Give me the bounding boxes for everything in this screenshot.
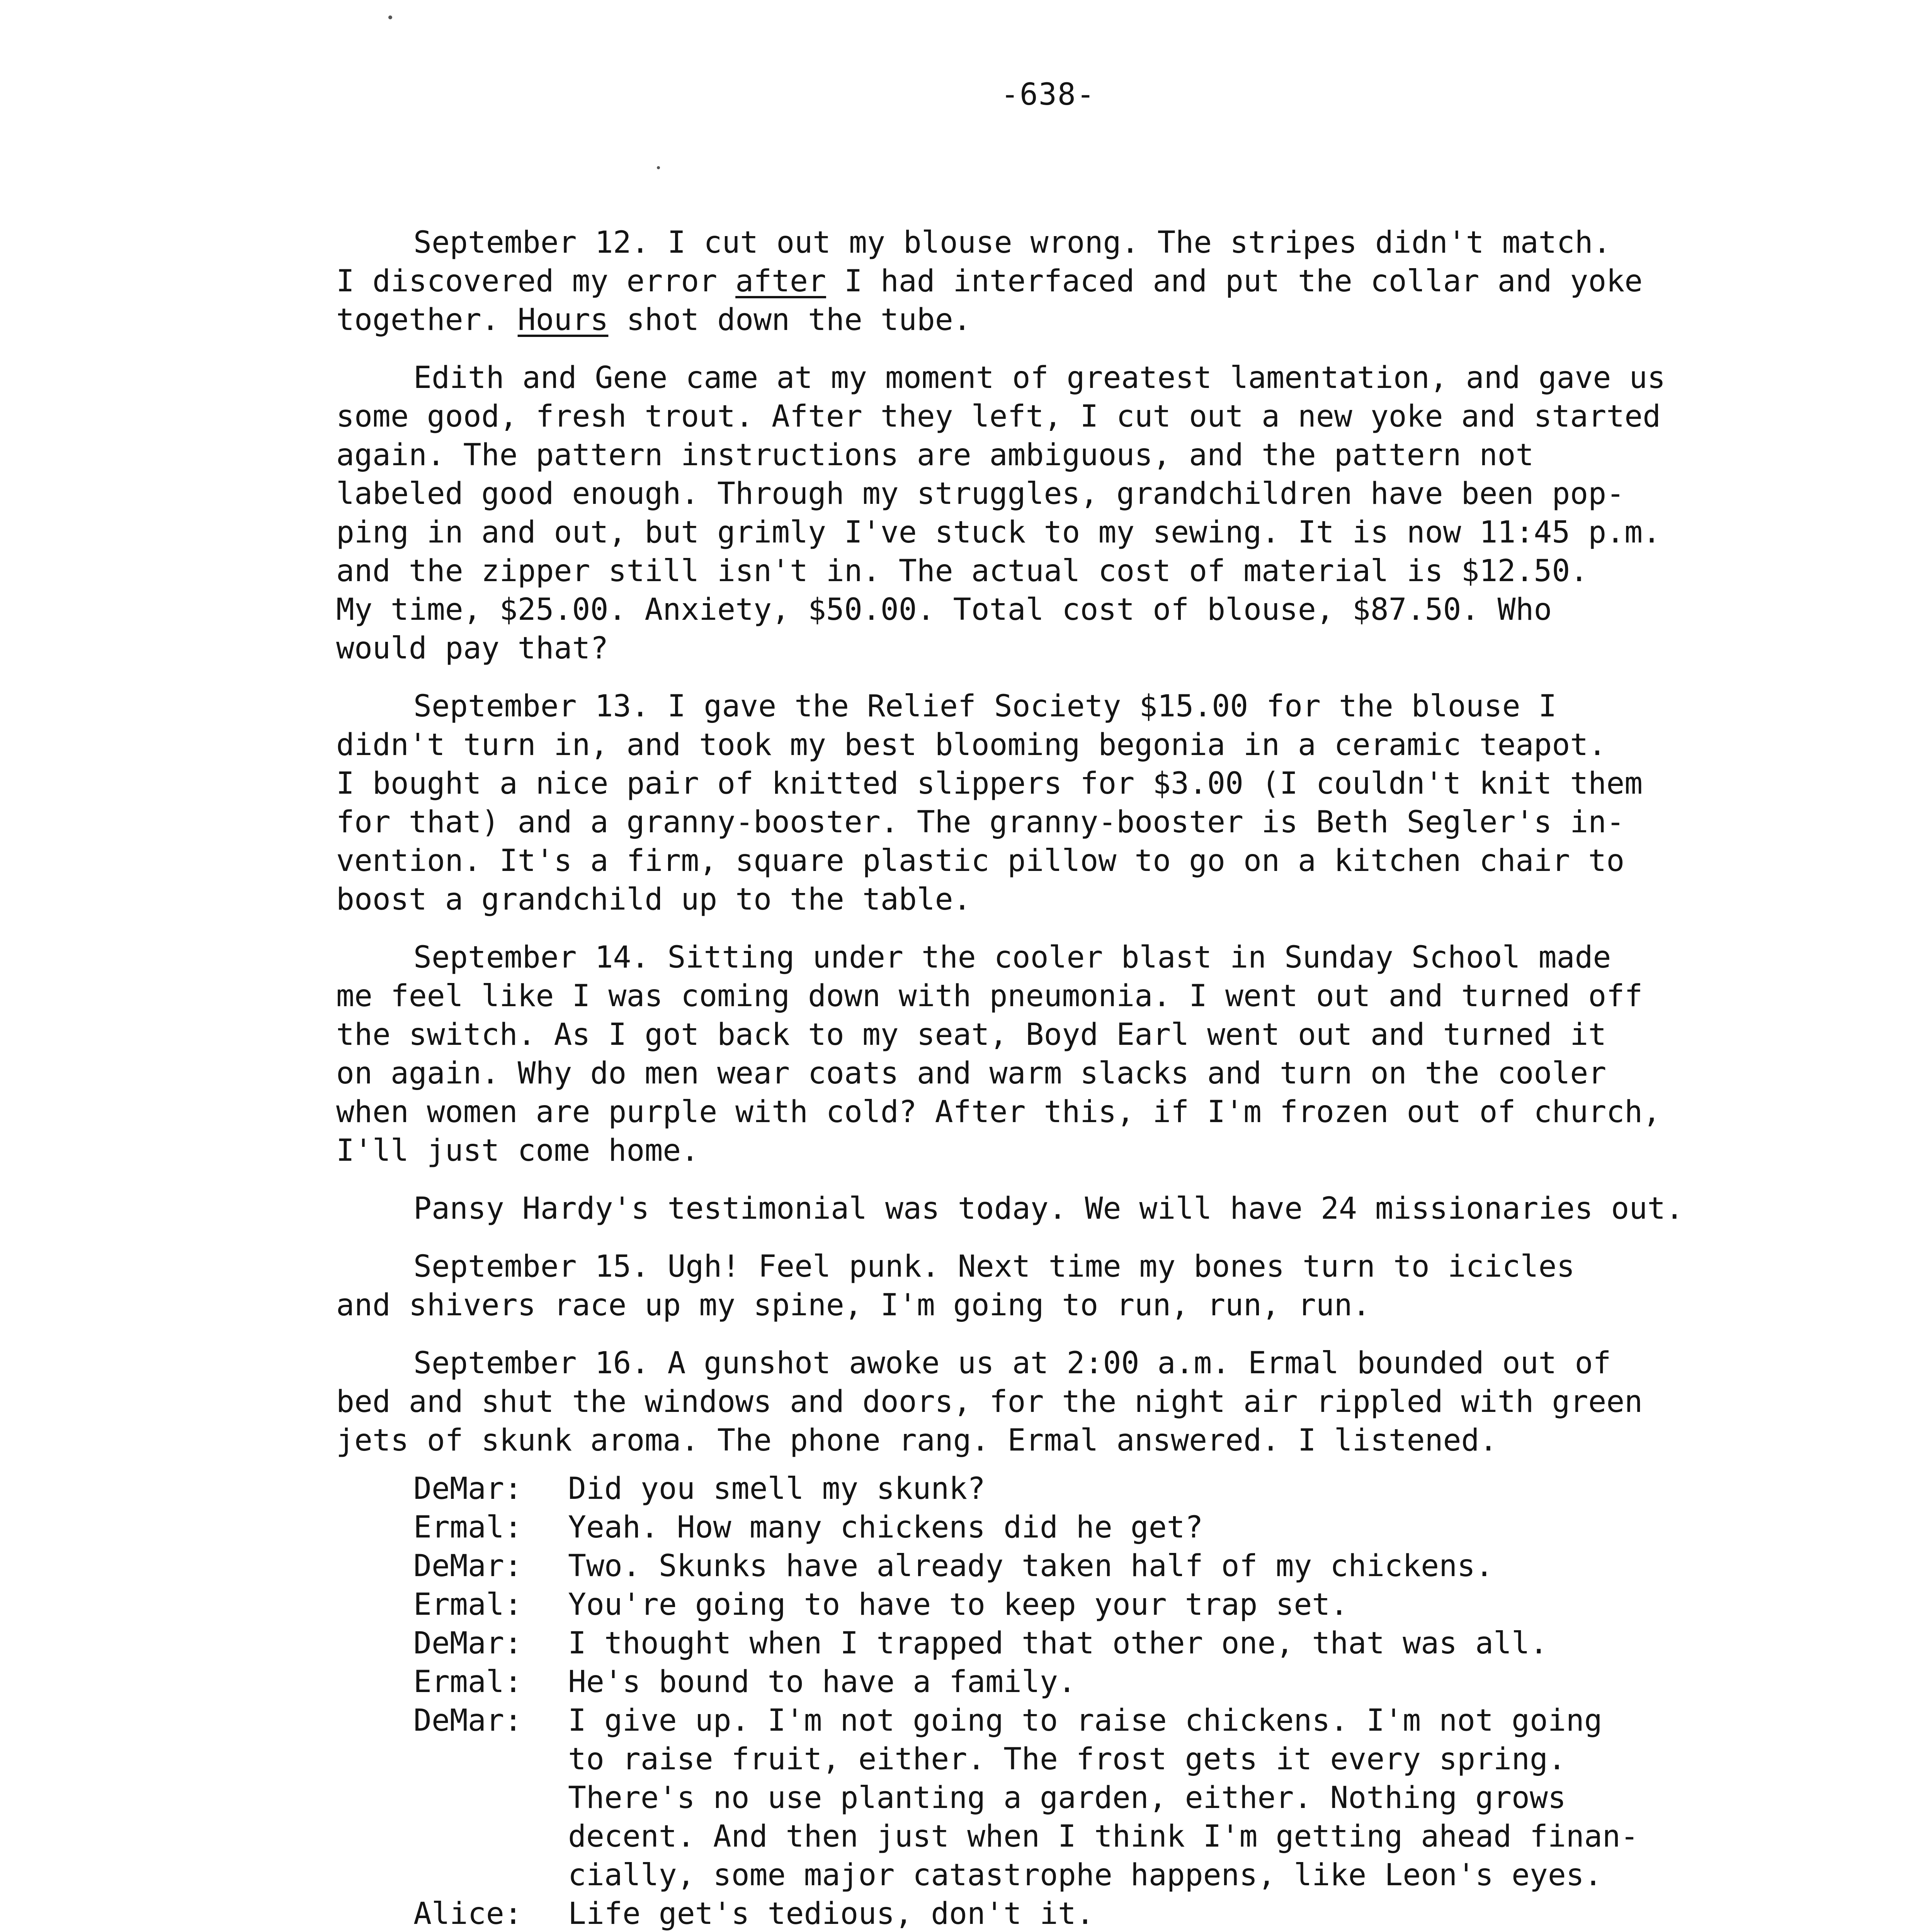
dialogue-line <box>413 1624 1862 1663</box>
underlined-hours: Hours <box>517 303 609 337</box>
dialogue-line <box>413 1701 1862 1895</box>
dialogue-line <box>413 1895 1862 1932</box>
dialogue-speaker: DeMar: <box>413 1471 522 1506</box>
dialogue-text: Two. Skunks have already taken half of my chickens. <box>568 1549 1493 1583</box>
page-number: -638- <box>1001 77 1095 112</box>
dialogue-line <box>413 1585 1862 1624</box>
dialogue-speaker: Alice: <box>413 1896 522 1931</box>
dialogue-text: Yeah. How many chickens did he get? <box>568 1510 1203 1545</box>
dialogue-line <box>413 1547 1862 1585</box>
paragraph-september-14: September 14. Sitting under the cooler blast in Sunday School made me feel like I was coming down with pneumonia. I went out and turned off the switch. As I got back to my seat, Boyd Earl went out and turned it on again. Why do men wear coats and warm slacks and turn on the cooler when women are purple with cold? After this, if I'm frozen out of church, I'll just come home. <box>336 940 1661 1168</box>
paragraph-edith-gene: Edith and Gene came at my moment of greatest lamentation, and gave us some good, fresh trout. After they left, I cut out a new yoke and started again. The pattern instructions are ambiguous, and the pattern not labeled good enough. Through my struggles, grandchildren have been pop- ping in and out, but grimly I've stuck to my sewing. It is now 11:45 p.m. and the zipper still isn't in. The actual cost of material is $12.50. My time, $25.00. Anxiety, $50.00. Total cost of blouse, $87.50. Who would pay that? <box>336 361 1666 666</box>
dialogue-text: He's bound to have a family. <box>568 1665 1076 1699</box>
dialogue-speaker: Ermal: <box>413 1665 522 1699</box>
dialogue-text: I thought when I trapped that other one, that was all. <box>568 1626 1548 1661</box>
dialogue-speaker: DeMar: <box>413 1703 522 1738</box>
paragraph-pansy-hardy: Pansy Hardy's testimonial was today. We will have 24 missionaries out. <box>413 1191 1684 1226</box>
dialogue-speaker: DeMar: <box>413 1549 522 1583</box>
dialogue-speaker: DeMar: <box>413 1626 522 1661</box>
dialogue-line <box>413 1508 1862 1547</box>
dialogue-line <box>413 1469 1862 1508</box>
journal-body <box>336 223 1862 1932</box>
dialogue-text: You're going to have to keep your trap set. <box>568 1587 1349 1622</box>
dialogue-text: I give up. I'm not going to raise chickens. I'm not going to raise fruit, either. The frost gets it every spring. There's no use planting a garden, either. Nothing grows decent. And then just when I think I'm getting ahead finan- cially, some major catastrophe happens, like Leon's eyes. <box>568 1703 1639 1893</box>
dialogue-text: Did you smell my skunk? <box>568 1471 986 1506</box>
dialogue-text: Life get's tedious, don't it. <box>568 1896 1094 1931</box>
paragraph-september-15: September 15. Ugh! Feel punk. Next time my bones turn to icicles and shivers race up my spine, I'm going to run, run, run. <box>336 1249 1575 1323</box>
paragraph-september-12: September 12. I cut out my blouse wrong. The stripes didn't match. I discovered my error after I had interfaced and put the collar and yoke together. Hours shot down the tube. <box>336 225 1643 337</box>
underlined-after: after <box>735 264 826 299</box>
scan-speck <box>388 15 392 19</box>
dialogue-line <box>413 1663 1862 1701</box>
paragraph-september-16: September 16. A gunshot awoke us at 2:00 a.m. Ermal bounded out of bed and shut the windows and doors, for the night air rippled with green jets of skunk aroma. The phone rang. Ermal answered. I listened. <box>336 1346 1643 1458</box>
dialogue-speaker: Ermal: <box>413 1510 522 1545</box>
phone-dialogue <box>413 1469 1862 1932</box>
paragraph-september-13: September 13. I gave the Relief Society $15.00 for the blouse I didn't turn in, and took my best blooming begonia in a ceramic teapot. I bought a nice pair of knitted slippers for $3.00 (I couldn't knit them for that) and a granny-booster. The granny-booster is Beth Segler's in- vention. It's a firm, square plastic pillow to go on a kitchen chair to boost a grandchild up to the table. <box>336 689 1643 917</box>
dialogue-speaker: Ermal: <box>413 1587 522 1622</box>
scan-speck <box>657 166 660 169</box>
